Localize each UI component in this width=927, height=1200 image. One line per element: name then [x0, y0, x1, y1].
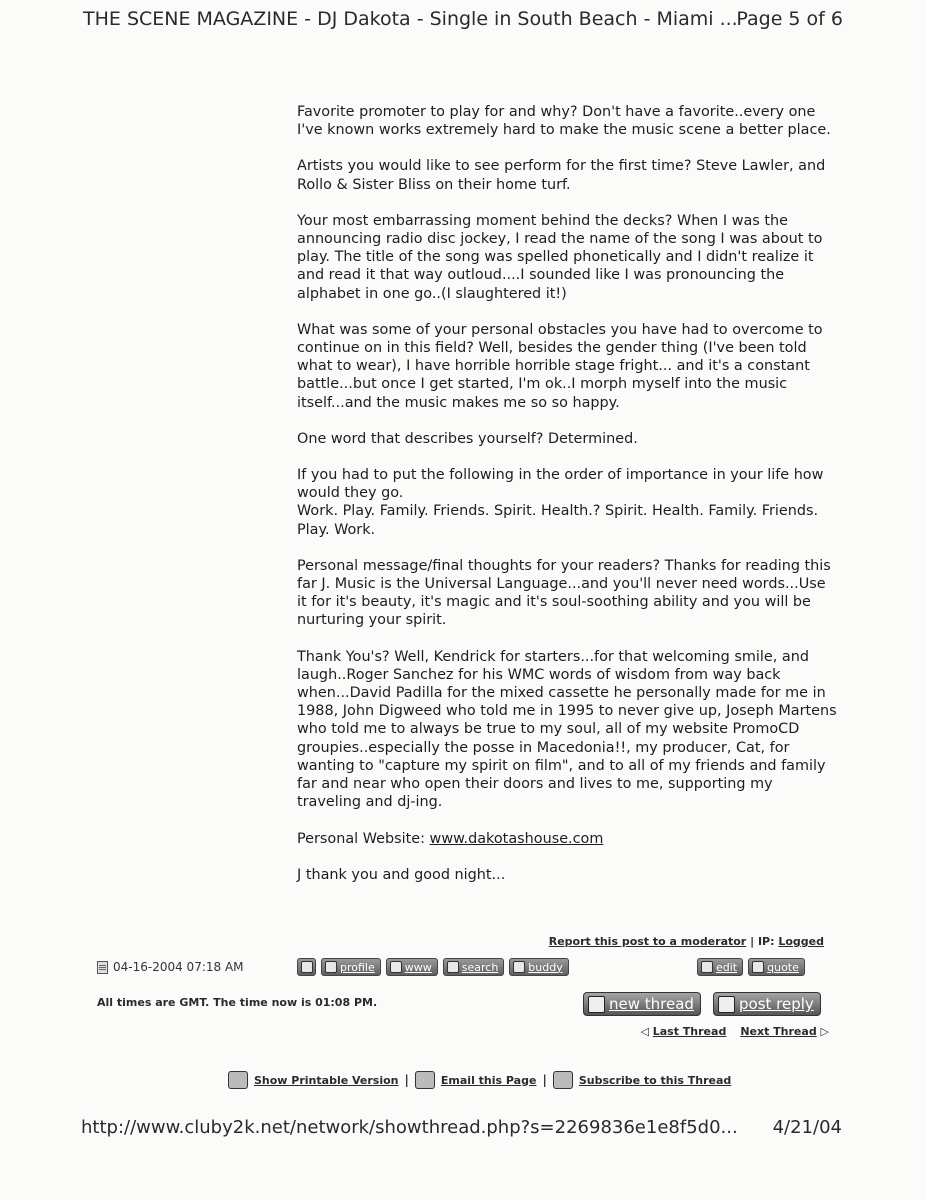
- post-date: [97, 960, 244, 974]
- website-link[interactable]: www.dakotashouse.com: [429, 830, 604, 847]
- home-icon: [390, 961, 402, 973]
- profile-icon: [325, 961, 337, 973]
- printer-icon: [228, 1071, 248, 1089]
- separator: |: [542, 1073, 547, 1087]
- edit-icon: [701, 961, 713, 973]
- www-button[interactable]: www: [386, 958, 438, 976]
- last-thread-link[interactable]: ◁ Last Thread: [640, 1025, 727, 1038]
- new-thread-button[interactable]: new thread: [583, 992, 701, 1016]
- personal-website: [297, 830, 837, 848]
- next-thread-link[interactable]: Next Thread ▷: [740, 1025, 829, 1038]
- timezone-note: All times are GMT. The time now is 01:08 PM.: [97, 996, 378, 1009]
- post-paragraph: Your most embarrassing moment behind the decks? When I was the announcing radio disc jockey, I read the name of the song I was about to play. The title of the song was spelled phonetically and I didn't realize it and read it that way outloud....I sounded like I was pronouncing the alphabet in one go..(I slaughtered it!): [297, 212, 823, 302]
- post-paragraph: One word that describes yourself? Determined.: [297, 430, 638, 447]
- report-line: [549, 935, 824, 948]
- post-paragraph: Thank You's? Well, Kendrick for starters...for that welcoming smile, and laugh..Roger Sanchez for his WMC words of wisdom from way back when...David Padilla for the mixed cassette he personally made for me in 1988, John Digweed who told me in 1995 to never give up, Joseph Martens who told me to always be true to my soul, all of my website PromoCD groupies..especially the posse in Macedonia!!, my producer, Cat, for wanting to "capture my spirit on film", and to all of my friends and family far and near who open their doors and lives to me, supporting my traveling and dj-ing.: [297, 648, 837, 811]
- website-label: Personal Website:: [297, 830, 425, 847]
- post-paragraph: Favorite promoter to play for and why? Don't have a favorite..every one I've known works extremely hard to make the music scene a better place.: [297, 104, 831, 139]
- closing-line: J thank you and good night...: [297, 866, 506, 883]
- print-footer-url: http://www.cluby2k.net/network/showthread.php?s=2269836e1e8f5d0...: [81, 1117, 738, 1138]
- search-icon: [447, 961, 459, 973]
- profile-button[interactable]: profile: [321, 958, 381, 976]
- buddy-icon: [513, 961, 525, 973]
- quote-button[interactable]: quote: [748, 958, 805, 976]
- quote-icon: [752, 961, 764, 973]
- post-date-text: 04-16-2004 07:18 AM: [113, 960, 244, 974]
- post-reply-button[interactable]: post reply: [713, 992, 821, 1016]
- order-question: If you had to put the following in the order of importance in your life how would they go.: [297, 467, 824, 502]
- post-body: [297, 103, 837, 902]
- email-icon: [415, 1071, 435, 1089]
- printable-version-link[interactable]: Show Printable Version: [254, 1073, 399, 1087]
- separator: |: [404, 1073, 409, 1087]
- ip-value: Logged: [778, 935, 824, 948]
- order-answer: Work. Play. Family. Friends. Spirit. Health.? Spirit. Health. Family. Friends. Play. Work.: [297, 503, 819, 538]
- ip-label: | IP:: [750, 935, 775, 948]
- edit-button[interactable]: edit: [697, 958, 743, 976]
- post-action-buttons: [697, 958, 805, 976]
- email-page-link[interactable]: Email this Page: [440, 1073, 537, 1087]
- private-message-button[interactable]: [297, 958, 316, 976]
- new-thread-icon: [588, 996, 605, 1013]
- report-post-link[interactable]: Report this post to a moderator: [548, 935, 747, 948]
- print-header: [0, 0, 927, 38]
- message-icon: [301, 961, 313, 973]
- print-header-page: Page 5 of 6: [736, 8, 843, 30]
- subscribe-thread-link[interactable]: Subscribe to this Thread: [578, 1073, 732, 1087]
- thread-navigation: [640, 1025, 829, 1038]
- post-icon: [97, 961, 108, 974]
- thread-tools: [228, 1071, 731, 1089]
- post-paragraph: Personal message/final thoughts for your readers? Thanks for reading this far J. Music is the Universal Language...and you'll never need words...Use it for it's beauty, it's magic and it's soul-soothing ability and you will be nurturing your spirit.: [297, 557, 831, 629]
- search-button[interactable]: search: [443, 958, 505, 976]
- print-header-title: THE SCENE MAGAZINE - DJ Dakota - Single in South Beach - Miami ...: [83, 8, 738, 30]
- post-paragraph: Artists you would like to see perform for the first time? Steve Lawler, and Rollo & Sister Bliss on their home turf.: [297, 158, 826, 193]
- user-buttons: [297, 958, 569, 976]
- buddy-button[interactable]: buddy: [509, 958, 568, 976]
- post-paragraph-order: [297, 466, 837, 539]
- print-footer-date: 4/21/04: [772, 1117, 842, 1138]
- reply-icon: [718, 996, 735, 1013]
- subscribe-icon: [553, 1071, 573, 1089]
- post-paragraph: What was some of your personal obstacles you have had to overcome to continue on in this field? Well, besides the gender thing (I've been told what to wear), I have horrible horrible stage fright... and it's a constant battle...but once I get started, I'm ok..I morph myself into the music itself...and the music makes me so so happy.: [297, 321, 823, 411]
